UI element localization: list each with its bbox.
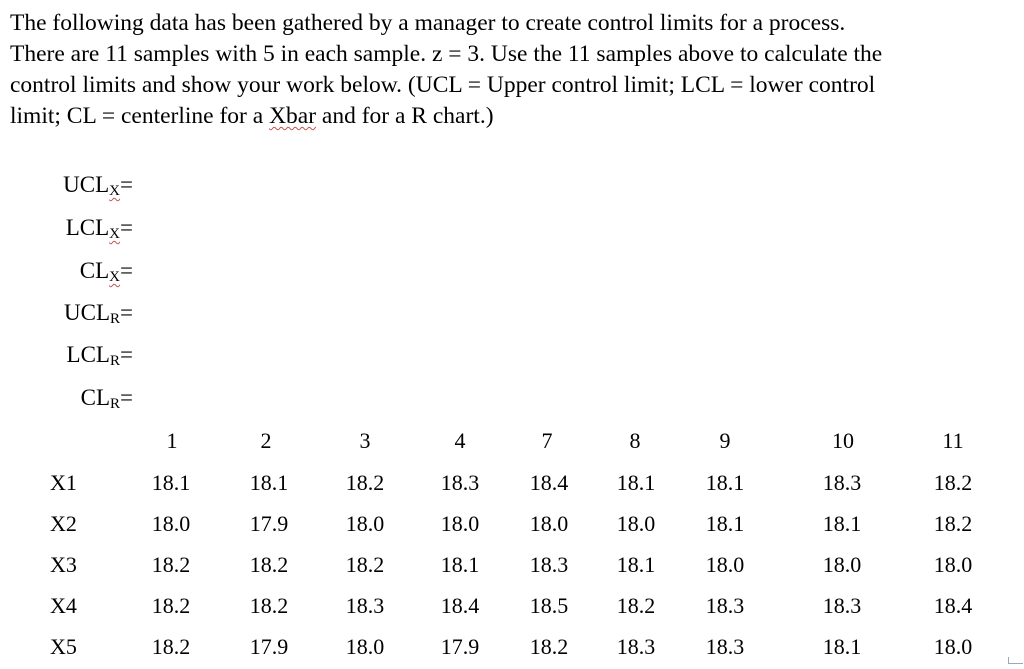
table-cell: 17.9 — [249, 634, 289, 659]
table-cell: 18.0 — [345, 511, 385, 536]
cl-r-equals: = — [120, 385, 133, 410]
table-cell: 18.0 — [616, 511, 656, 536]
cl-x-equals: = — [120, 258, 133, 283]
row-label: X5 — [50, 634, 77, 659]
problem-line-4-end: and for a R chart.) — [316, 103, 494, 129]
ucl-r-label: UCL — [64, 300, 110, 325]
problem-line-1: The following data has been gathered by a manager to create control limits for a process. — [10, 10, 846, 36]
cl-r-subscript: R — [110, 396, 121, 412]
table-cell: 18.2 — [933, 470, 973, 495]
table-cell: 18.2 — [616, 593, 656, 618]
table-cell: 17.9 — [249, 511, 289, 536]
table-cell: 18.1 — [822, 511, 862, 536]
table-cell: 18.1 — [705, 470, 745, 495]
lcl-x-subscript: X — [109, 226, 121, 242]
table-cell: 18.0 — [529, 511, 569, 536]
table-cell: 18.1 — [151, 470, 191, 495]
table-cell: 18.3 — [705, 634, 745, 659]
table-cell: 18.4 — [440, 593, 480, 618]
table-cell: 18.2 — [933, 511, 973, 536]
table-cell: 18.0 — [822, 552, 862, 577]
problem-line-4-start: limit; CL = centerline for a — [10, 103, 270, 129]
table-cell: 18.1 — [616, 470, 656, 495]
table-cell: 18.1 — [822, 634, 862, 659]
column-header: 7 — [541, 428, 553, 453]
lcl-r-label: LCL — [66, 342, 110, 367]
table-cell: 18.1 — [616, 552, 656, 577]
table-cell: 18.3 — [616, 634, 656, 659]
column-header: 1 — [166, 428, 178, 453]
table-cell: 18.3 — [822, 470, 862, 495]
ucl-x-equals: = — [120, 172, 133, 197]
lcl-r-equals: = — [120, 342, 133, 367]
cl-x-label: CL — [79, 258, 110, 283]
problem-line-2: There are 11 samples with 5 in each sample. z = 3. Use the 11 samples above to calculate the — [10, 41, 883, 67]
table-cell: 17.9 — [440, 634, 480, 659]
table-cell: 18.3 — [822, 593, 862, 618]
table-cell: 18.0 — [705, 552, 745, 577]
table-cell: 18.0 — [345, 634, 385, 659]
table-cell: 18.0 — [933, 634, 973, 659]
row-label: X4 — [50, 593, 77, 618]
ucl-r-subscript: R — [110, 311, 121, 327]
table-cell: 18.2 — [151, 634, 191, 659]
table-cell: 18.3 — [529, 552, 569, 577]
table-cell: 18.2 — [151, 552, 191, 577]
lcl-r-subscript: R — [110, 353, 121, 369]
column-header: 4 — [454, 428, 466, 453]
lcl-x-equals: = — [120, 215, 133, 240]
table-cell: 18.1 — [705, 511, 745, 536]
ucl-x-label: UCL — [63, 172, 110, 197]
column-header: 2 — [260, 428, 272, 453]
column-header: 3 — [359, 428, 371, 453]
ucl-r-equals: = — [120, 300, 133, 325]
problem-line-3: control limits and show your work below. (UCL = Upper control limit; LCL = lower control — [10, 72, 876, 98]
table-cell: 18.3 — [440, 470, 480, 495]
column-header: 11 — [942, 428, 964, 453]
table-cell: 18.1 — [440, 552, 480, 577]
ucl-x-subscript: X — [109, 183, 121, 199]
table-cell: 18.2 — [529, 634, 569, 659]
cl-r-label: CL — [80, 385, 110, 410]
table-cell: 18.0 — [440, 511, 480, 536]
table-cell: 18.3 — [705, 593, 745, 618]
table-cell: 18.1 — [249, 470, 289, 495]
table-cell: 18.3 — [345, 593, 385, 618]
row-label: X1 — [50, 470, 77, 495]
table-cell: 18.2 — [345, 552, 385, 577]
column-header: 10 — [832, 428, 854, 453]
table-cell: 18.0 — [151, 511, 191, 536]
table-cell: 18.5 — [529, 593, 569, 618]
table-cell: 18.4 — [933, 593, 973, 618]
table-cell: 18.2 — [249, 552, 289, 577]
row-label: X2 — [50, 511, 77, 536]
table-cell: 18.0 — [933, 552, 973, 577]
cl-x-subscript: X — [109, 269, 121, 285]
paragraph-corner-marker — [1008, 657, 1023, 664]
column-header: 8 — [629, 428, 641, 453]
xbar-term: Xbar — [269, 103, 317, 129]
table-cell: 18.2 — [249, 593, 289, 618]
table-cell: 18.2 — [345, 470, 385, 495]
table-cell: 18.2 — [151, 593, 191, 618]
row-label: X3 — [50, 552, 77, 577]
column-header: 9 — [719, 428, 731, 453]
table-cell: 18.4 — [529, 470, 569, 495]
lcl-x-label: LCL — [65, 215, 110, 240]
